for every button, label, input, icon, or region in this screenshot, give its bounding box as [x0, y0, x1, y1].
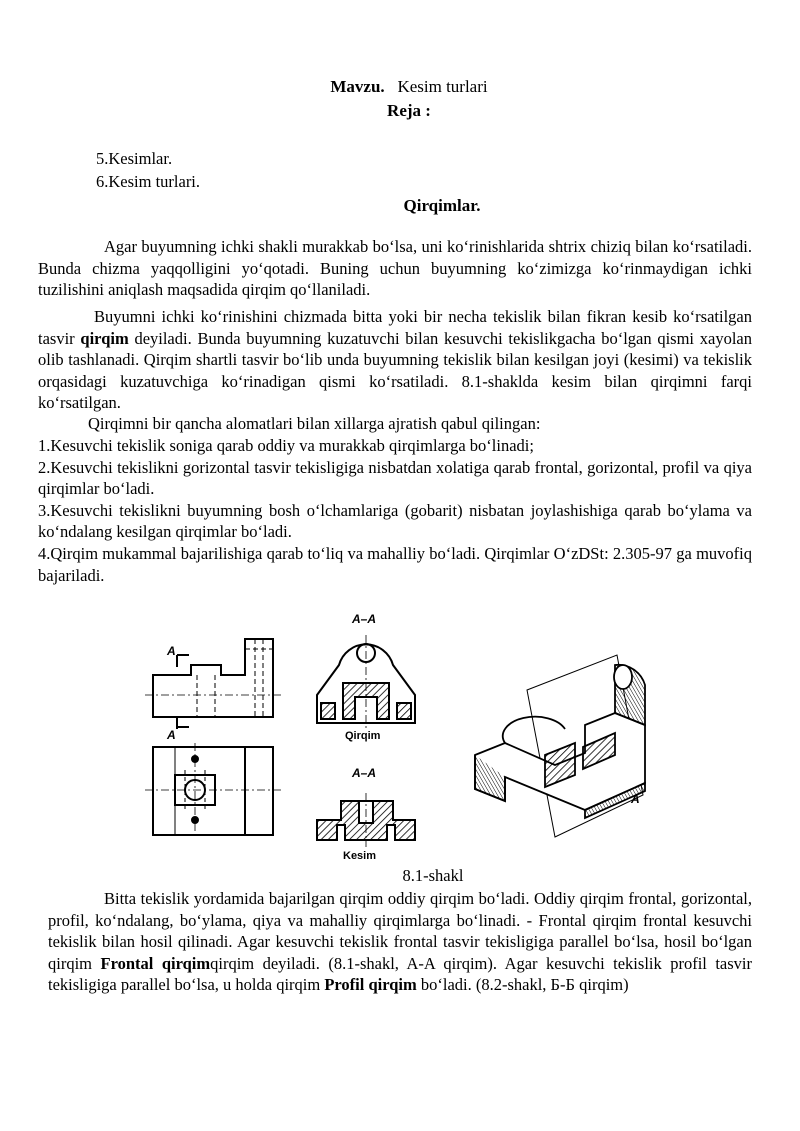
front-view: [145, 639, 281, 729]
paragraph-4-part-2: qirqim deyiladi. (8.1-shakl, A-A qirqim). Agar kesuvchi tekislik profil tasvir tekisligiga parallel bo‘lsa, u holda qirqim: [48, 953, 753, 995]
term-qirqim: qirqim: [80, 328, 129, 348]
section-label-a-top: A: [167, 644, 176, 658]
plan-item-2: 6.Kesim turlari.: [96, 172, 201, 191]
paragraph-2: [38, 306, 752, 414]
topic-text: Kesim turlari: [397, 77, 488, 96]
label-kesim: Kesim: [343, 850, 377, 862]
paragraph-4-part-3: bo‘ladi. (8.2-shakl, Б-Б qirqim): [416, 975, 629, 995]
top-view: [145, 743, 281, 839]
classification-list: [38, 435, 752, 586]
section-view: [317, 635, 415, 730]
paragraph-2-start: Buyumni ichki ko‘rinishini chizmada bitta yoki bir necha tekislik bilan fikran kesib ko‘rsatilgan tasvir: [38, 307, 752, 348]
paragraph-1: Agar buyumning ichki shakli murakkab bo‘lsa, uni ko‘rinishlarida shtrix chiziq bilan ko‘rsatiladi. Bunda chizma yaqqolligini yo‘qotadi. Buning uchun buyumning ko‘zimizga ko‘rinmaydigan ichki tuzilishini aniqlash maqsadida qirqim qo‘llaniladi.: [38, 237, 752, 300]
plan-heading: Reja :: [387, 101, 431, 120]
cross-section-view: [317, 793, 415, 847]
term-frontal-qirqim: Frontal qirqim: [100, 953, 211, 973]
list-item: 4.Qirqim mukammal bajarilishiga qarab to‘liq va mahalliy bo‘ladi. Qirqimlar O‘zDSt: 2.305-97 ga muvofiq bajariladi.: [38, 543, 752, 585]
list-item: 3.Kesuvchi tekislikni buyumning bosh o‘lchamlariga (gobarit) nisbatan joylashishiga qarab bo‘ylama va ko‘ndalang kesilgan qirqimlar bo‘ladi.: [38, 500, 752, 542]
label-qirqim: Qirqim: [345, 730, 381, 742]
term-profil-qirqim: Profil qirqim: [324, 975, 417, 995]
topic-line: [0, 77, 800, 97]
isometric-view: [475, 655, 645, 837]
topic-label: Mavzu.: [330, 77, 385, 96]
figure-8-1: [145, 605, 655, 865]
paragraph-2-end: deyiladi. Bunda buyumning kuzatuvchi bilan kesuvchi tekislikgacha bo‘lgan qismi xayolan olib tashlanadi. Qirqim shartli tasvir bo‘lib unda buyumning tekislik bilan kesilgan joyi (kesimi) va tekislik orqasidagi kuzatuvchiga ko‘rinadigan qismi ko‘rsatiladi. 8.1-shaklda kesim bilan qirqimni farqi ko‘rsatilgan.: [38, 328, 752, 413]
section-label-a-bottom: A: [167, 728, 176, 742]
label-a-a-bottom: A–A: [352, 766, 377, 780]
paragraph-3: Qirqimni bir qancha alomatlari bilan xillarga ajratish qabul qilingan:: [88, 414, 541, 433]
plan-item-1: 5.Kesimlar.: [96, 149, 173, 168]
figure-caption: 8.1-shakl: [402, 866, 464, 885]
paragraph-4: [48, 888, 752, 996]
list-item: 1.Kesuvchi tekislik soniga qarab oddiy va murakkab qirqimlarga bo‘linadi;: [38, 436, 534, 455]
label-a-iso: A: [631, 792, 640, 806]
list-item: 2.Kesuvchi tekislikni gorizontal tasvir tekisligiga nisbatdan xolatiga qarab frontal, gorizontal, profil va qiya qirqimlar bo‘ladi.: [38, 457, 752, 499]
label-a-a-top: A–A: [352, 612, 377, 626]
paragraph-4-part-1: Bitta tekislik yordamida bajarilgan qirqim oddiy qirqim bo‘ladi. Oddiy qirqim frontal, gorizontal, profil, ko‘ndalang, bo‘ylama, qiya va mahalliy qirqimlarga bo‘linadi. - Frontal qirqim frontal kesuvchi tekislik bilan hosil qilinadi. Agar kesuvchi tekislik frontal tasvir tekisligiga parallel bo‘lsa, hosil bo‘lgan qirqim: [48, 889, 752, 973]
section-title: Qirqimlar.: [403, 196, 481, 215]
